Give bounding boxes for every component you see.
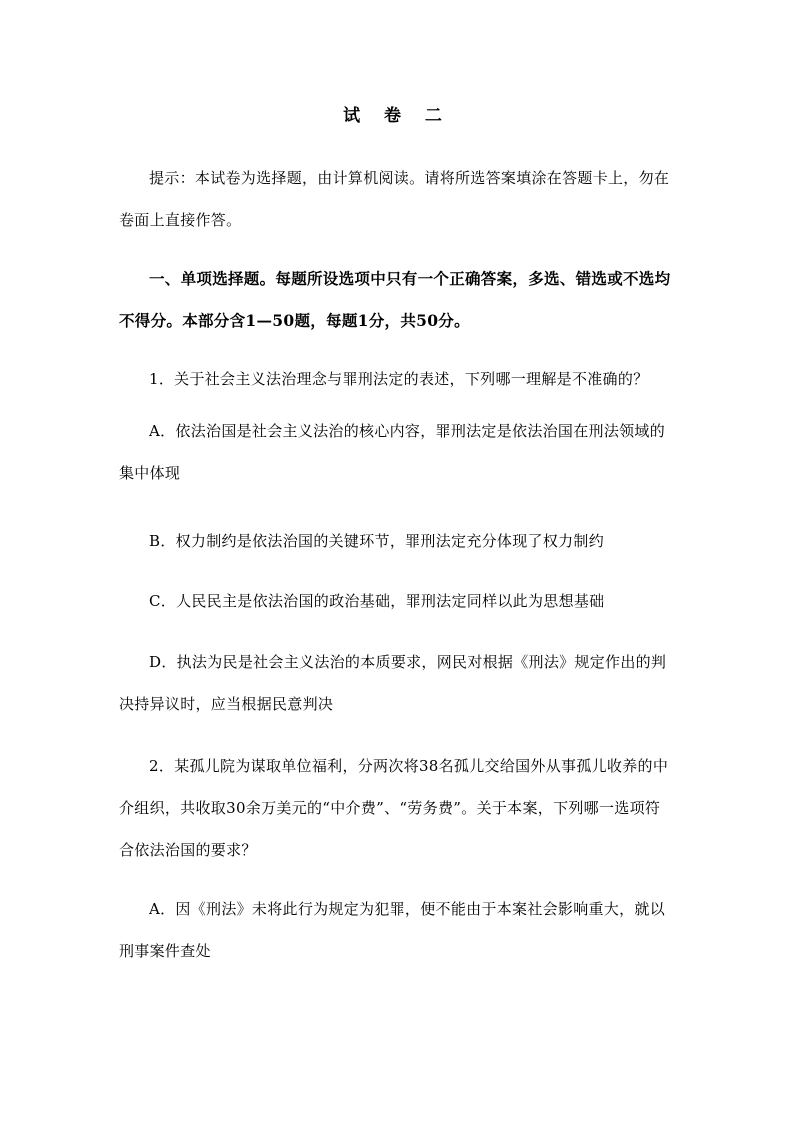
question-1-option-d: D．执法为民是社会主义法治的本质要求，网民对根据《刑法》规定作出的判决持异议时，应当根据民意判决 bbox=[119, 653, 667, 713]
exam-title: 试 卷 二 bbox=[343, 106, 451, 126]
question-1-option-c: C．人民民主是依法治国的政治基础，罪刑法定同样以此为思想基础 bbox=[149, 592, 605, 610]
exam-hint: 提示：本试卷为选择题，由计算机阅读。请将所选答案填涂在答题卡上，勿在卷面上直接作答。 bbox=[119, 169, 670, 229]
question-1-stem: 1．关于社会主义法治理念与罪刑法定的表述，下列哪一理解是不准确的？ bbox=[149, 370, 649, 388]
section-heading: 一、单项选择题。每题所设选项中只有一个正确答案，多选、错选或不选均不得分。本部分含1—50题，每题1分，共50分。 bbox=[119, 269, 671, 330]
question-2-stem: 2．某孤儿院为谋取单位福利，分两次将38名孤儿交给国外从事孤儿收养的中介组织，共收取30余万美元的“中介费”、“劳务费”。关于本案，下列哪一选项符合依法治国的要求？ bbox=[119, 757, 669, 859]
question-1-option-b: B．权力制约是依法治国的关键环节，罪刑法定充分体现了权力制约 bbox=[149, 532, 605, 550]
question-2-option-a: A．因《刑法》未将此行为规定为犯罪，便不能由于本案社会影响重大，就以刑事案件查处 bbox=[119, 900, 666, 960]
question-1-option-a: A．依法治国是社会主义法治的核心内容，罪刑法定是依法治国在刑法领域的集中体现 bbox=[119, 422, 666, 482]
